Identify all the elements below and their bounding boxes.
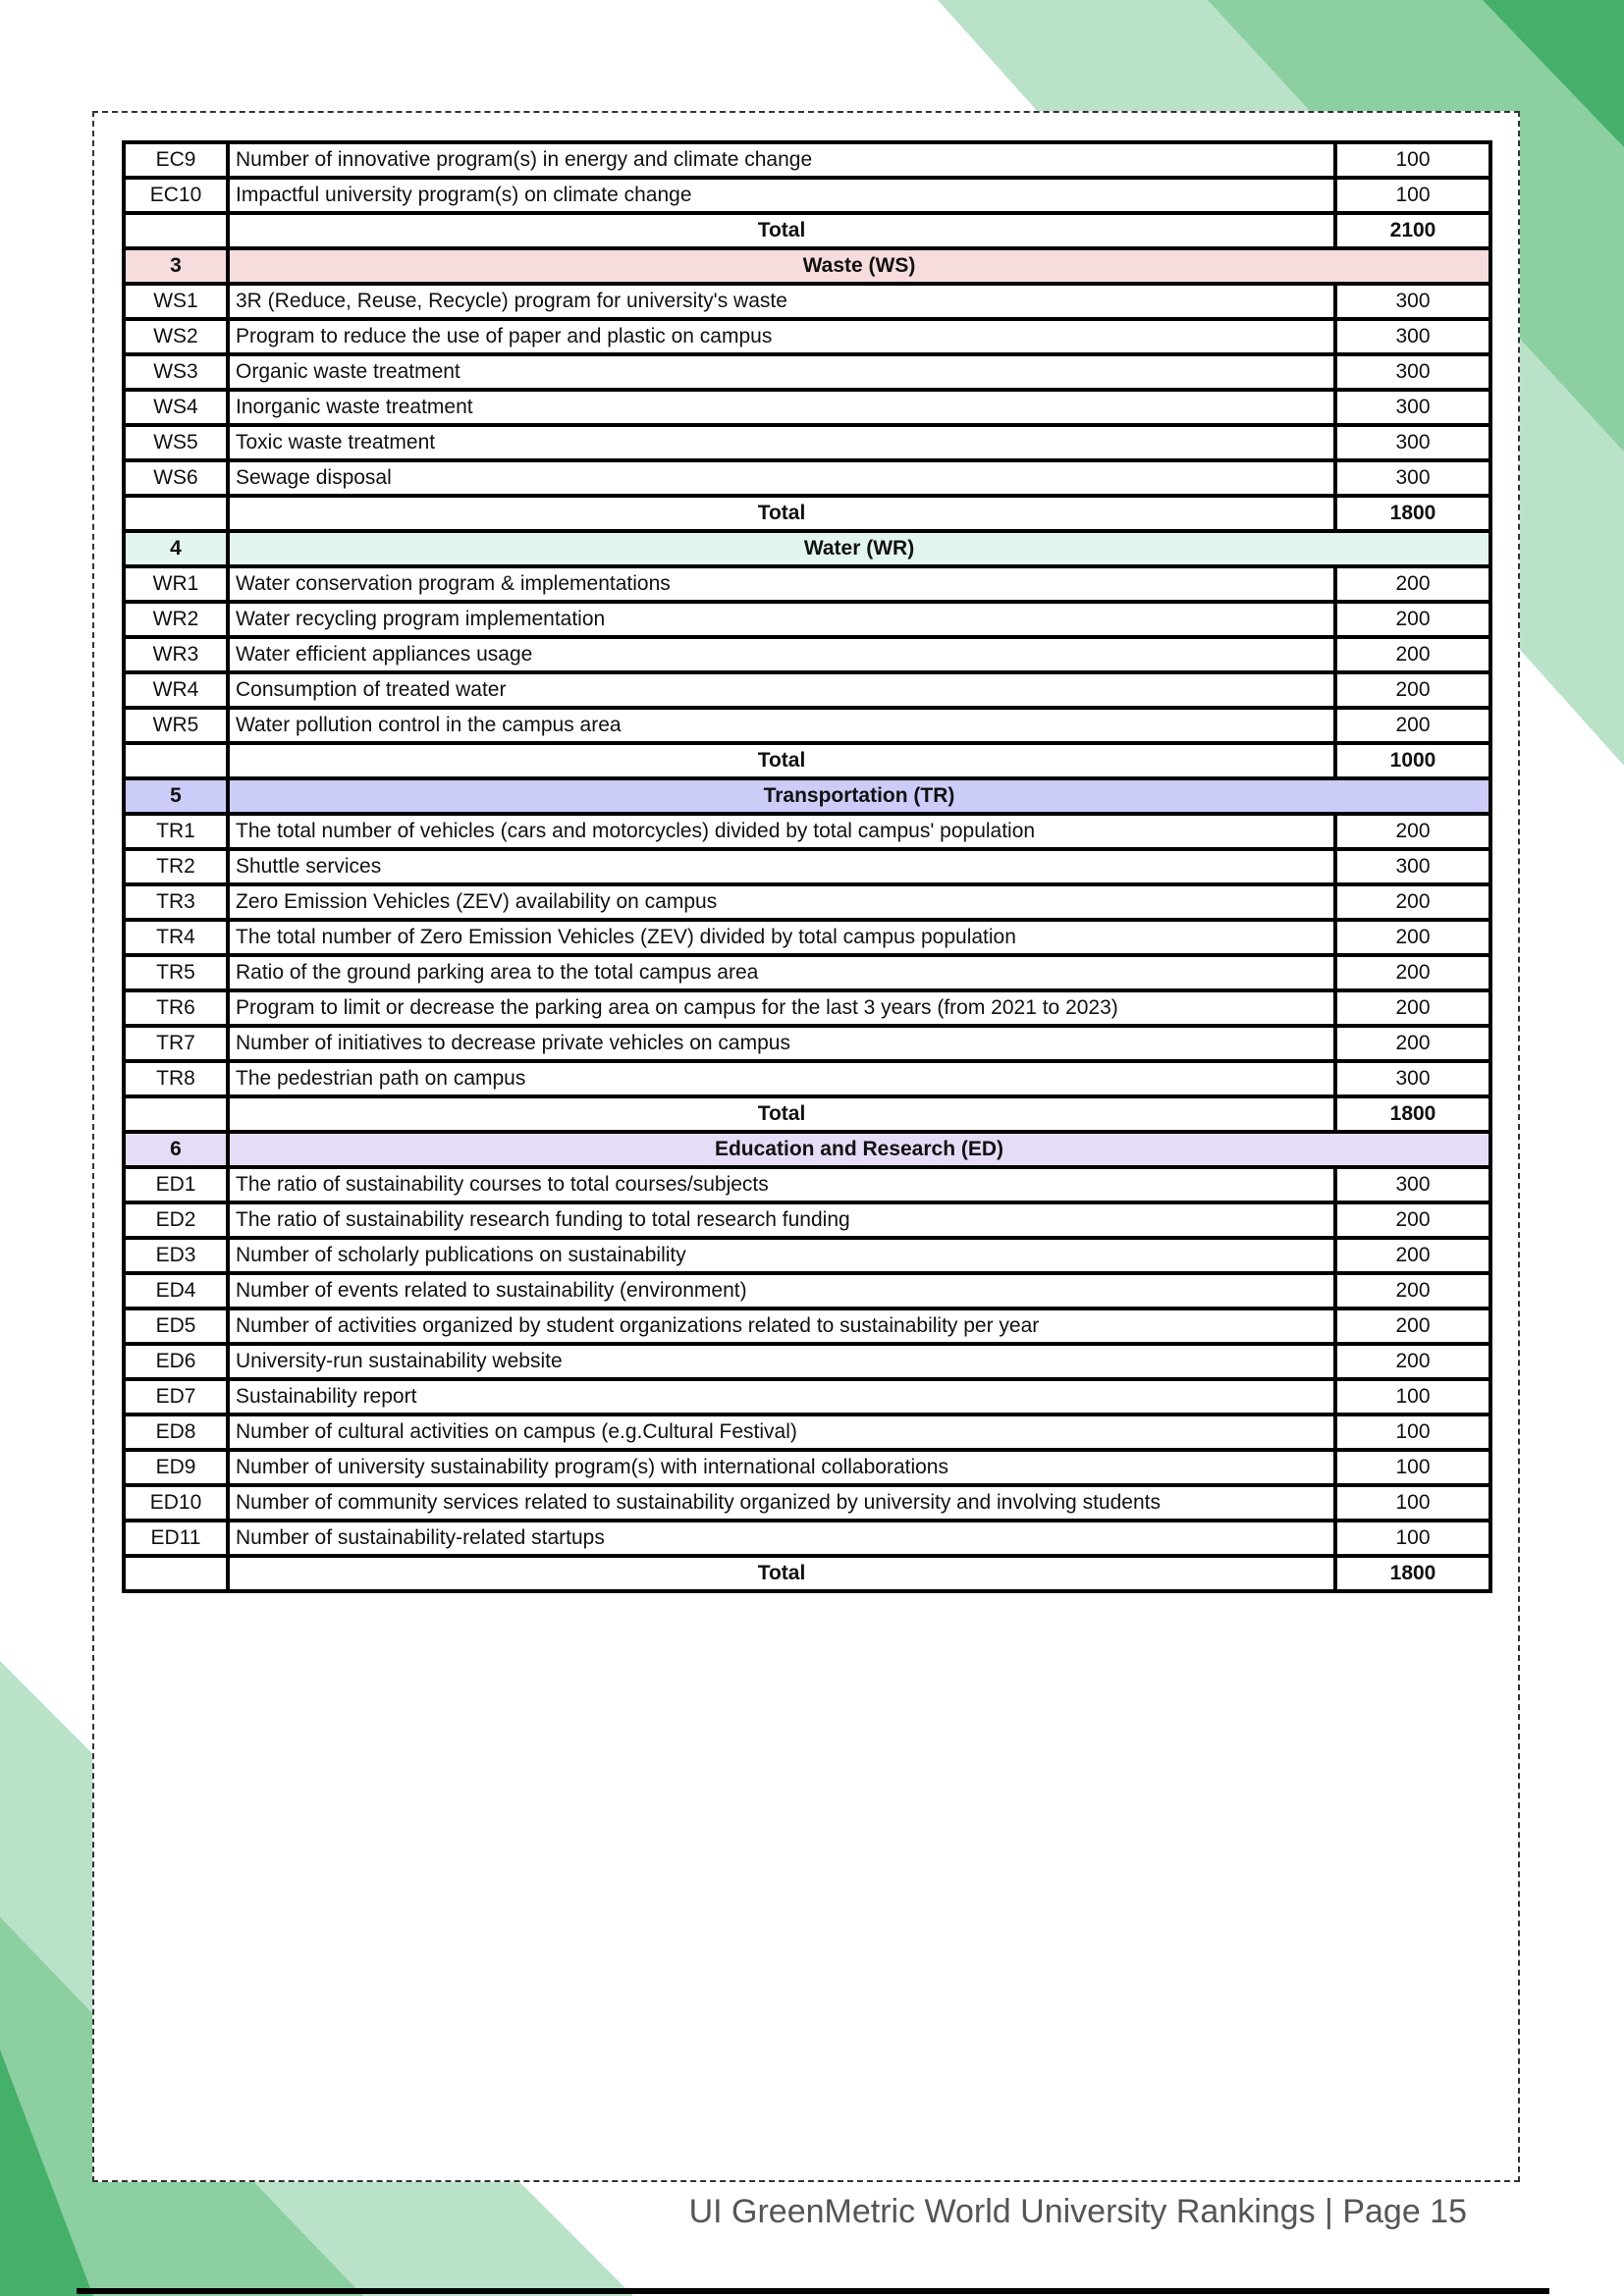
indicator-points: 300 xyxy=(1335,319,1490,354)
indicator-points: 200 xyxy=(1335,1308,1490,1344)
empty-cell xyxy=(124,213,228,248)
indicator-description: Water efficient appliances usage xyxy=(228,637,1335,672)
indicator-code: ED9 xyxy=(124,1450,228,1485)
indicator-code: ED6 xyxy=(124,1344,228,1379)
category-header-row xyxy=(124,531,1490,566)
table-row xyxy=(124,884,1490,920)
table-row xyxy=(124,178,1490,213)
indicator-points: 200 xyxy=(1335,955,1490,990)
indicator-code: WS6 xyxy=(124,460,228,496)
table-row xyxy=(124,354,1490,390)
indicator-points: 200 xyxy=(1335,602,1490,637)
total-row xyxy=(124,496,1490,531)
indicator-description: Program to limit or decrease the parking area on campus for the last 3 years (from 2021 to 2023) xyxy=(228,990,1335,1026)
total-row xyxy=(124,1096,1490,1132)
total-row xyxy=(124,1556,1490,1591)
indicator-code: WR5 xyxy=(124,708,228,743)
indicator-code: WS5 xyxy=(124,425,228,460)
table-row xyxy=(124,1061,1490,1096)
table-row xyxy=(124,1521,1490,1556)
indicator-code: WR2 xyxy=(124,602,228,637)
total-label: Total xyxy=(228,1096,1335,1132)
indicator-description: University-run sustainability website xyxy=(228,1344,1335,1379)
indicator-code: ED2 xyxy=(124,1202,228,1238)
table-row xyxy=(124,460,1490,496)
indicator-points: 200 xyxy=(1335,1273,1490,1308)
table-row xyxy=(124,425,1490,460)
indicator-code: WR3 xyxy=(124,637,228,672)
indicator-points: 300 xyxy=(1335,1061,1490,1096)
indicator-description: Number of university sustainability program(s) with international collaborations xyxy=(228,1450,1335,1485)
table-row xyxy=(124,1379,1490,1415)
category-header-row xyxy=(124,1132,1490,1167)
indicator-points: 200 xyxy=(1335,990,1490,1026)
empty-cell xyxy=(124,743,228,778)
indicator-code: WR4 xyxy=(124,672,228,708)
indicator-description: Consumption of treated water xyxy=(228,672,1335,708)
table-row xyxy=(124,602,1490,637)
indicator-points: 300 xyxy=(1335,390,1490,425)
indicator-code: WS1 xyxy=(124,284,228,319)
table-row xyxy=(124,1026,1490,1061)
indicator-code: EC9 xyxy=(124,142,228,178)
indicator-points: 200 xyxy=(1335,1238,1490,1273)
table-row xyxy=(124,1273,1490,1308)
table-row xyxy=(124,708,1490,743)
indicator-description: Water conservation program & implementations xyxy=(228,566,1335,602)
indicator-code: ED10 xyxy=(124,1485,228,1521)
indicator-points: 200 xyxy=(1335,708,1490,743)
indicator-code: ED5 xyxy=(124,1308,228,1344)
table-row xyxy=(124,390,1490,425)
indicator-description: Inorganic waste treatment xyxy=(228,390,1335,425)
indicator-description: Number of initiatives to decrease private vehicles on campus xyxy=(228,1026,1335,1061)
indicator-code: ED7 xyxy=(124,1379,228,1415)
indicator-code: ED1 xyxy=(124,1167,228,1202)
indicator-points: 100 xyxy=(1335,1379,1490,1415)
indicator-code: TR1 xyxy=(124,814,228,849)
indicator-description: Number of innovative program(s) in energy and climate change xyxy=(228,142,1335,178)
indicator-points: 100 xyxy=(1335,1415,1490,1450)
indicator-points: 200 xyxy=(1335,637,1490,672)
indicator-code: ED11 xyxy=(124,1521,228,1556)
indicator-points: 100 xyxy=(1335,178,1490,213)
category-number: 4 xyxy=(124,531,228,566)
empty-cell xyxy=(124,1096,228,1132)
indicator-description: Toxic waste treatment xyxy=(228,425,1335,460)
category-title: Water (WR) xyxy=(228,531,1490,566)
category-title: Waste (WS) xyxy=(228,248,1490,284)
indicator-description: Number of scholarly publications on sustainability xyxy=(228,1238,1335,1273)
table-row xyxy=(124,672,1490,708)
indicator-points: 100 xyxy=(1335,1485,1490,1521)
total-row xyxy=(124,213,1490,248)
table-row xyxy=(124,1344,1490,1379)
total-points: 1800 xyxy=(1335,496,1490,531)
table-row xyxy=(124,566,1490,602)
indicator-description: The ratio of sustainability courses to total courses/subjects xyxy=(228,1167,1335,1202)
indicator-description: 3R (Reduce, Reuse, Recycle) program for university's waste xyxy=(228,284,1335,319)
table-row xyxy=(124,1238,1490,1273)
table-row xyxy=(124,849,1490,884)
indicator-code: WS2 xyxy=(124,319,228,354)
indicator-points: 100 xyxy=(1335,1450,1490,1485)
indicator-code: TR7 xyxy=(124,1026,228,1061)
indicator-description: Water recycling program implementation xyxy=(228,602,1335,637)
indicator-description: Sustainability report xyxy=(228,1379,1335,1415)
indicator-points: 300 xyxy=(1335,354,1490,390)
category-header-row xyxy=(124,778,1490,814)
indicator-points: 200 xyxy=(1335,672,1490,708)
table-row xyxy=(124,1167,1490,1202)
category-number: 3 xyxy=(124,248,228,284)
indicator-points: 200 xyxy=(1335,884,1490,920)
indicator-code: ED8 xyxy=(124,1415,228,1450)
category-number: 5 xyxy=(124,778,228,814)
indicator-points: 300 xyxy=(1335,460,1490,496)
footer-rule xyxy=(77,2288,1549,2294)
total-row xyxy=(124,743,1490,778)
indicator-description: Organic waste treatment xyxy=(228,354,1335,390)
table-row xyxy=(124,637,1490,672)
indicator-code: TR4 xyxy=(124,920,228,955)
category-title: Transportation (TR) xyxy=(228,778,1490,814)
indicator-description: Ratio of the ground parking area to the total campus area xyxy=(228,955,1335,990)
indicator-description: Zero Emission Vehicles (ZEV) availability on campus xyxy=(228,884,1335,920)
indicator-code: WR1 xyxy=(124,566,228,602)
table-row xyxy=(124,920,1490,955)
indicator-points: 300 xyxy=(1335,1167,1490,1202)
indicator-code: TR3 xyxy=(124,884,228,920)
category-header-row xyxy=(124,248,1490,284)
indicator-code: TR6 xyxy=(124,990,228,1026)
indicator-points: 100 xyxy=(1335,142,1490,178)
empty-cell xyxy=(124,1556,228,1591)
indicator-description: The total number of vehicles (cars and motorcycles) divided by total campus' population xyxy=(228,814,1335,849)
indicator-description: Program to reduce the use of paper and plastic on campus xyxy=(228,319,1335,354)
indicator-description: Sewage disposal xyxy=(228,460,1335,496)
indicator-description: Number of sustainability-related startups xyxy=(228,1521,1335,1556)
table-row xyxy=(124,284,1490,319)
table-row xyxy=(124,814,1490,849)
indicator-description: Impactful university program(s) on climate change xyxy=(228,178,1335,213)
table-row xyxy=(124,1202,1490,1238)
indicator-points: 200 xyxy=(1335,814,1490,849)
total-label: Total xyxy=(228,743,1335,778)
indicator-code: TR5 xyxy=(124,955,228,990)
indicator-code: ED3 xyxy=(124,1238,228,1273)
total-points: 2100 xyxy=(1335,213,1490,248)
table-row xyxy=(124,955,1490,990)
indicator-description: The pedestrian path on campus xyxy=(228,1061,1335,1096)
category-title: Education and Research (ED) xyxy=(228,1132,1490,1167)
total-points: 1000 xyxy=(1335,743,1490,778)
indicator-points: 200 xyxy=(1335,1026,1490,1061)
category-number: 6 xyxy=(124,1132,228,1167)
table-row xyxy=(124,1485,1490,1521)
indicator-description: Water pollution control in the campus area xyxy=(228,708,1335,743)
empty-cell xyxy=(124,496,228,531)
table-row xyxy=(124,1308,1490,1344)
indicator-description: Number of community services related to sustainability organized by university and involving students xyxy=(228,1485,1335,1521)
indicator-points: 200 xyxy=(1335,920,1490,955)
total-label: Total xyxy=(228,213,1335,248)
criteria-table xyxy=(122,140,1492,1593)
indicator-description: Number of activities organized by student organizations related to sustainability per year xyxy=(228,1308,1335,1344)
table-row xyxy=(124,142,1490,178)
indicator-description: The ratio of sustainability research funding to total research funding xyxy=(228,1202,1335,1238)
table-row xyxy=(124,1415,1490,1450)
indicator-points: 300 xyxy=(1335,849,1490,884)
table-row xyxy=(124,1450,1490,1485)
total-points: 1800 xyxy=(1335,1096,1490,1132)
indicator-points: 200 xyxy=(1335,1344,1490,1379)
indicator-code: WS3 xyxy=(124,354,228,390)
table-row xyxy=(124,990,1490,1026)
indicator-code: ED4 xyxy=(124,1273,228,1308)
total-points: 1800 xyxy=(1335,1556,1490,1591)
indicator-points: 300 xyxy=(1335,425,1490,460)
page-footer: UI GreenMetric World University Rankings | Page 15 xyxy=(688,2193,1467,2230)
indicator-code: EC10 xyxy=(124,178,228,213)
indicator-points: 200 xyxy=(1335,566,1490,602)
indicator-code: TR8 xyxy=(124,1061,228,1096)
indicator-description: Number of events related to sustainability (environment) xyxy=(228,1273,1335,1308)
indicator-points: 100 xyxy=(1335,1521,1490,1556)
table-row xyxy=(124,319,1490,354)
indicator-description: The total number of Zero Emission Vehicles (ZEV) divided by total campus population xyxy=(228,920,1335,955)
indicator-points: 300 xyxy=(1335,284,1490,319)
total-label: Total xyxy=(228,496,1335,531)
indicator-description: Shuttle services xyxy=(228,849,1335,884)
total-label: Total xyxy=(228,1556,1335,1591)
indicator-code: WS4 xyxy=(124,390,228,425)
indicator-description: Number of cultural activities on campus (e.g.Cultural Festival) xyxy=(228,1415,1335,1450)
indicator-code: TR2 xyxy=(124,849,228,884)
indicator-points: 200 xyxy=(1335,1202,1490,1238)
